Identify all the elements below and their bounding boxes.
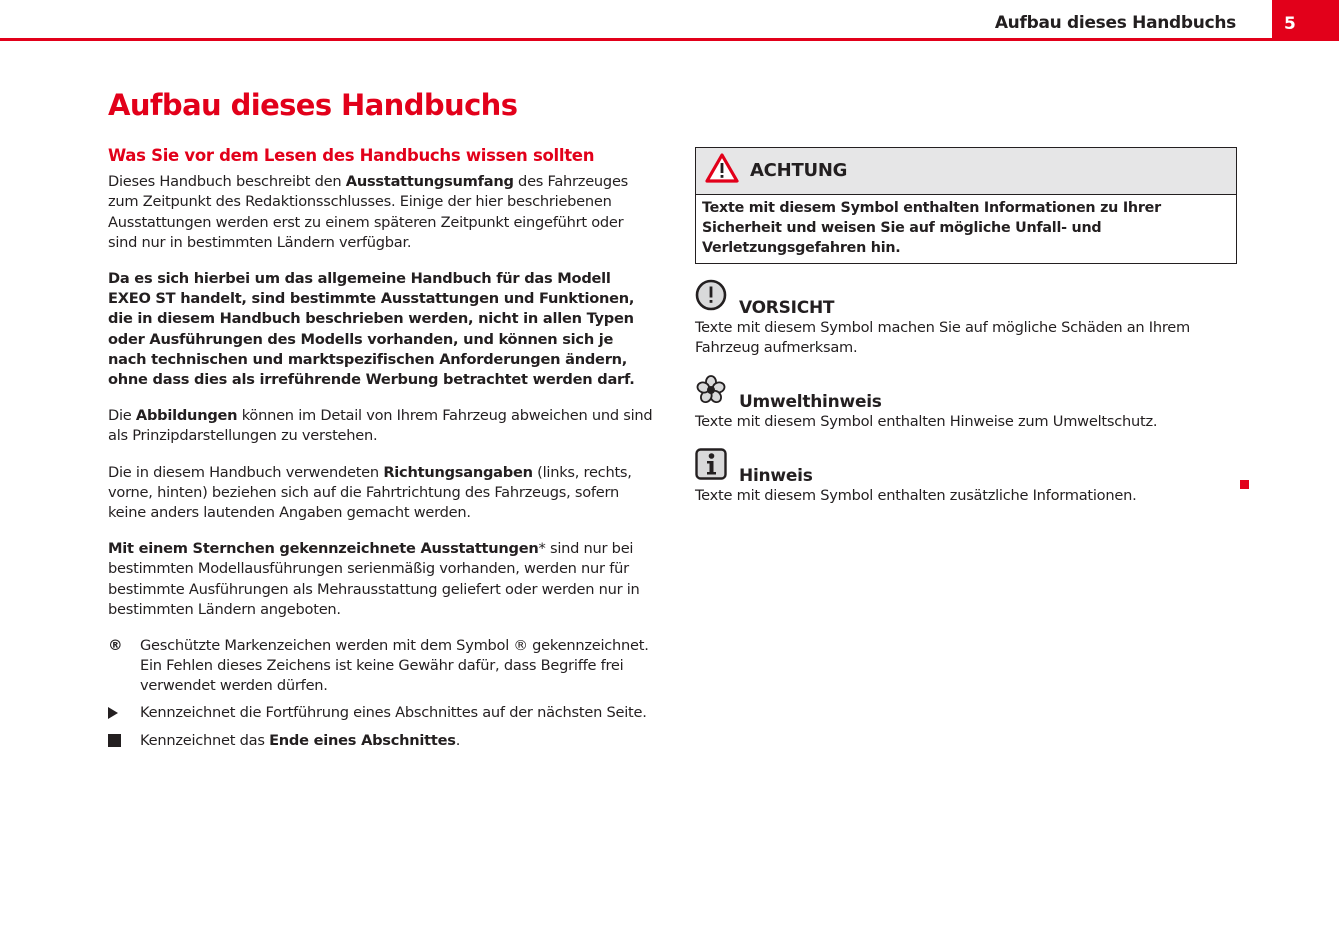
triangle-right-icon [108, 703, 140, 725]
info-icon [695, 448, 727, 486]
list-item-continuation: Kennzeichnet die Fortführung eines Abschnittes auf der nächsten Seite. [108, 703, 653, 725]
right-column [695, 147, 1237, 506]
left-column [108, 146, 653, 759]
list-item-end-of-section: Kennzeichnet das Ende eines Abschnittes. [108, 731, 653, 753]
registered-icon: ® [108, 637, 123, 655]
paragraph-model-note: Da es sich hierbei um das allgemeine Handbuch für das Modell EXEO ST handelt, sind bestimmte Ausstattungen und Funktionen, die in diesem Handbuch beschrieben werden, nicht in allen Typen oder Ausführungen des Modells vorhanden, und können sich je nach technischen und marktspezifischen Anforderungen ändern, ohne dass dies als irreführende Werbung betrachtet werden darf. [108, 270, 635, 389]
end-of-section-mark [1240, 480, 1249, 489]
vorsicht-label: VORSICHT [739, 297, 835, 318]
header-rule [0, 38, 1339, 41]
warning-triangle-icon [704, 152, 740, 190]
vorsicht-text: Texte mit diesem Symbol machen Sie auf mögliche Schäden an Ihrem Fahrzeug aufmerksam. [695, 318, 1190, 356]
achtung-text: Texte mit diesem Symbol enthalten Informationen zu Ihrer Sicherheit und weisen Sie auf mögliche Unfall- und Verletzungsgefahren hin. [702, 200, 1161, 257]
achtung-box [695, 147, 1237, 264]
paragraph-scope: Dieses Handbuch beschreibt den Ausstattungsumfang des Fahrzeuges zum Zeitpunkt des Redaktionsschlusses. Einige der hier beschriebenen Ausstattungen werden erst zu einem späteren Zeitpunkt eingeführt oder sind nur in bestimmten Ländern verfügbar. [108, 173, 629, 251]
flower-icon [695, 374, 727, 412]
list-item-registered: ® Geschützte Markenzeichen werden mit dem Symbol ® gekennzeichnet. Ein Fehlen dieses Zeichens ist keine Gewähr dafür, dass Begriffe frei verwendet werden dürfen. [108, 636, 653, 697]
paragraph-illustrations: Die Abbildungen können im Detail von Ihrem Fahrzeug abweichen und sind als Prinzipdarstellungen zu verstehen. [108, 407, 653, 445]
page-number: 5 [1272, 0, 1339, 41]
achtung-label: ACHTUNG [750, 159, 848, 181]
paragraph-asterisk: Mit einem Sternchen gekennzeichnete Ausstattungen* sind nur bei bestimmten Modellausführungen serienmäßig vorhanden, werden nur für bestimmte Ausführungen als Mehrausstattung geliefert oder werden nur in bestimmten Ländern angeboten. [108, 540, 640, 618]
umwelt-text: Texte mit diesem Symbol enthalten Hinweise zum Umweltschutz. [695, 413, 1158, 431]
hinweis-note [695, 450, 1237, 506]
page-title: Aufbau dieses Handbuchs [108, 88, 518, 122]
umwelt-label: Umwelthinweis [739, 392, 882, 413]
paragraph-directions: Die in diesem Handbuch verwendeten Richtungsangaben (links, rechts, vorne, hinten) beziehen sich auf die Fahrtrichtung des Fahrzeugs, sofern keine anders lautenden Angaben gemacht werden. [108, 463, 632, 522]
hinweis-text: Texte mit diesem Symbol enthalten zusätzliche Informationen. [695, 487, 1137, 505]
running-header-title: Aufbau dieses Handbuchs [994, 13, 1236, 33]
section-title: Was Sie vor dem Lesen des Handbuchs wissen sollten [108, 146, 595, 165]
square-icon [108, 731, 140, 753]
vorsicht-note [695, 282, 1237, 358]
hinweis-label: Hinweis [739, 466, 813, 487]
exclamation-circle-icon [695, 279, 727, 317]
umwelt-note [695, 376, 1237, 432]
